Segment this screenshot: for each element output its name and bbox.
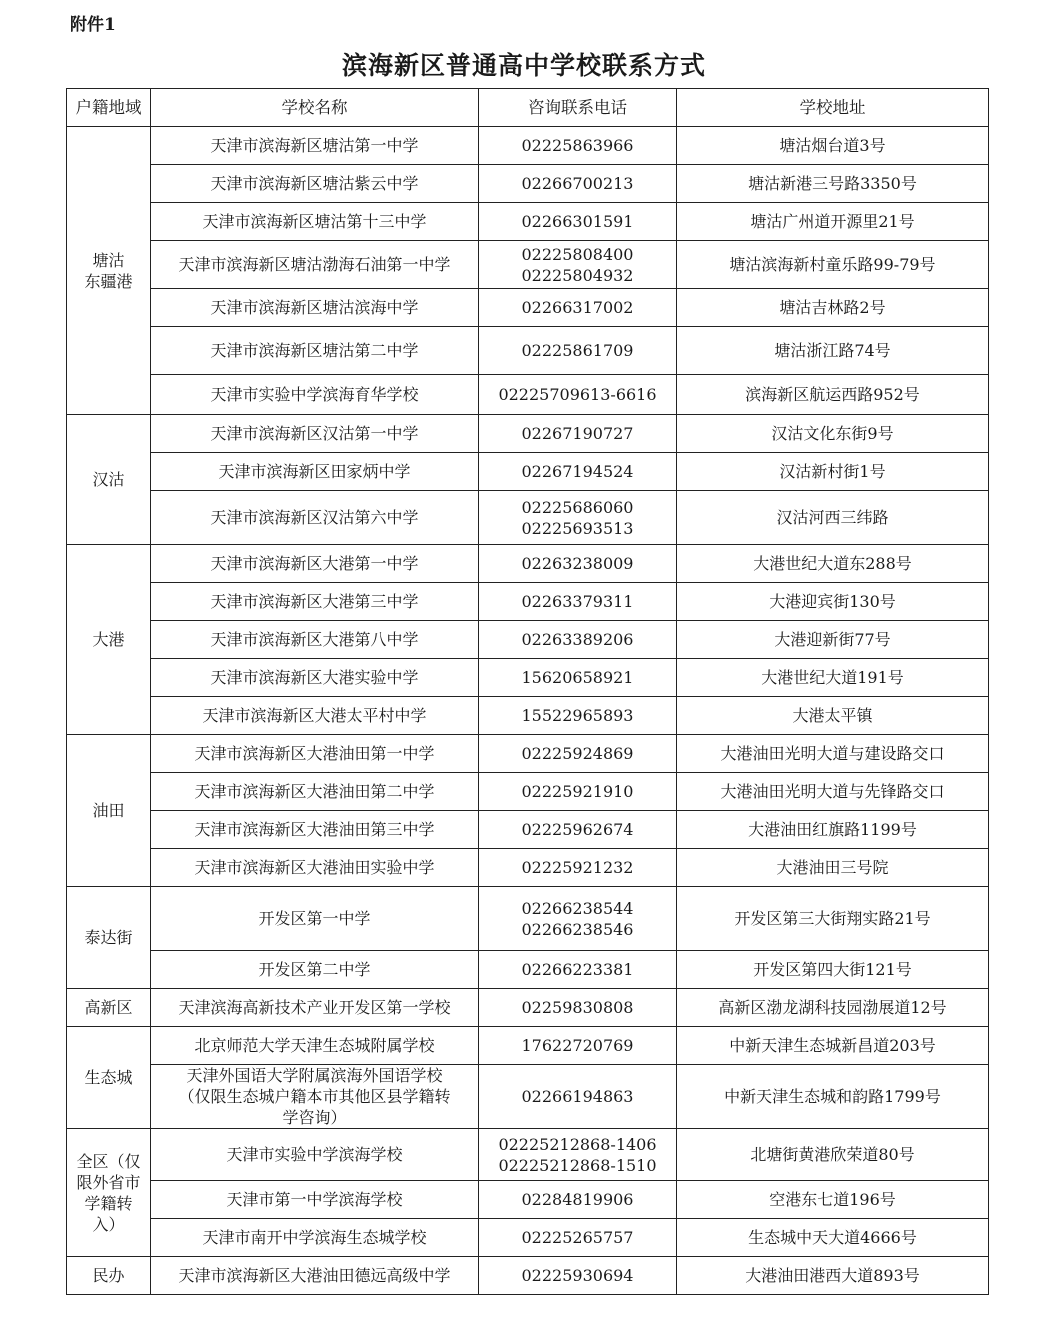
address-cell: 大港油田光明大道与先锋路交口: [677, 773, 989, 811]
school-name: 天津市滨海新区大港油田德远高级中学: [178, 1266, 451, 1285]
table-row: [67, 1065, 989, 1129]
phone-cell: [479, 203, 677, 241]
school-name-cell: [151, 1065, 479, 1129]
phone-number: 02225921232: [521, 858, 634, 877]
school-name: 天津市滨海新区大港油田第三中学: [194, 820, 435, 839]
school-name: 天津市滨海新区大港油田第一中学: [194, 744, 435, 763]
header-phone: 咨询联系电话: [479, 89, 677, 127]
school-name-cell: [151, 1181, 479, 1219]
phone-number: 02267194524: [521, 462, 634, 481]
phone-number: 02259830808: [521, 998, 634, 1017]
table-row: [67, 241, 989, 289]
address-cell: 大港迎宾街130号: [677, 583, 989, 621]
school-name-cell: [151, 491, 479, 545]
school-name-cell: [151, 203, 479, 241]
school-name: 开发区第二中学: [258, 960, 371, 979]
region-cell: [67, 1027, 151, 1129]
table-row: [67, 1257, 989, 1295]
school-name: 天津市第一中学滨海学校: [226, 1190, 403, 1209]
school-name: 天津市滨海新区塘沽第二中学: [210, 341, 419, 360]
phone-cell: [479, 375, 677, 415]
address-cell: 大港油田港西大道893号: [677, 1257, 989, 1295]
school-name: 天津市实验中学滨海学校: [226, 1145, 403, 1164]
table-row: [67, 491, 989, 545]
region-label: 汉沽: [92, 470, 125, 489]
phone-number: 02225861709: [521, 341, 634, 360]
region-label: 生态城: [84, 1068, 133, 1087]
document-title: 滨海新区普通高中学校联系方式: [341, 51, 706, 80]
school-name-cell: [151, 453, 479, 491]
school-name: 天津市滨海新区塘沽紫云中学: [210, 174, 419, 193]
phone-cell: [479, 1181, 677, 1219]
phone-cell: [479, 1065, 677, 1129]
phone-number: 02225709613-6616: [498, 385, 657, 404]
table-row: [67, 989, 989, 1027]
phone-number: 02225808400: [521, 244, 634, 264]
school-name-cell: [151, 1257, 479, 1295]
phone-number: 02266317002: [521, 298, 634, 317]
phone-cell: [479, 697, 677, 735]
phone-number: 02267190727: [521, 424, 634, 443]
address-cell: 大港迎新街77号: [677, 621, 989, 659]
school-name-cell: [151, 1219, 479, 1257]
table-row: [67, 811, 989, 849]
school-name: （仅限生态城户籍本市其他区县学籍转: [178, 1087, 451, 1106]
phone-number: 02225962674: [521, 820, 634, 839]
phone-cell: [479, 811, 677, 849]
table-row: [67, 849, 989, 887]
region-label: 入）: [92, 1214, 125, 1234]
header-region: 户籍地域: [67, 89, 151, 127]
phone-cell: [479, 127, 677, 165]
school-name-cell: [151, 165, 479, 203]
region-cell: [67, 1129, 151, 1257]
school-name-cell: [151, 415, 479, 453]
phone-cell: [479, 415, 677, 453]
address-cell: 中新天津生态城和韵路1799号: [677, 1065, 989, 1129]
table-row: [67, 289, 989, 327]
school-name-cell: [151, 697, 479, 735]
attachment-label: 附件1: [70, 15, 116, 35]
school-name-cell: [151, 621, 479, 659]
address-cell: 中新天津生态城新昌道203号: [677, 1027, 989, 1065]
region-label: 限外省市: [76, 1172, 141, 1192]
address-cell: 大港太平镇: [677, 697, 989, 735]
table-row: [67, 951, 989, 989]
address-cell: 塘沽浙江路74号: [677, 327, 989, 375]
region-cell: [67, 415, 151, 545]
school-name: 天津市滨海新区汉沽第六中学: [210, 508, 419, 527]
school-name: 天津外国语大学附属滨海外国语学校: [186, 1066, 443, 1085]
phone-cell: [479, 621, 677, 659]
phone-number: 02266238544: [521, 898, 634, 918]
address-cell: 塘沽广州道开源里21号: [677, 203, 989, 241]
address-cell: 大港世纪大道191号: [677, 659, 989, 697]
phone-number: 02284819906: [521, 1190, 634, 1209]
table-row: [67, 735, 989, 773]
phone-cell: [479, 289, 677, 327]
region-cell: [67, 1257, 151, 1295]
phone-cell: [479, 951, 677, 989]
address-cell: 汉沽河西三纬路: [677, 491, 989, 545]
phone-number: 02225921910: [521, 782, 634, 801]
school-name: 天津市滨海新区大港太平村中学: [202, 706, 427, 725]
table-row: [67, 583, 989, 621]
phone-cell: [479, 583, 677, 621]
region-label: 全区（仅: [76, 1151, 141, 1171]
school-name-cell: [151, 127, 479, 165]
phone-cell: [479, 453, 677, 491]
phone-number: 02225212868-1406: [498, 1134, 657, 1154]
header-row: [67, 89, 989, 127]
school-name-cell: [151, 989, 479, 1027]
region-label: 高新区: [84, 998, 133, 1017]
school-name: 天津市滨海新区塘沽第一中学: [210, 136, 419, 155]
phone-number: 02225265757: [521, 1228, 634, 1247]
phone-number: 02266194863: [521, 1087, 634, 1106]
address-cell: 汉沽文化东街9号: [677, 415, 989, 453]
school-name: 开发区第一中学: [258, 909, 371, 928]
school-name: 天津市滨海新区大港第八中学: [210, 630, 419, 649]
phone-number: 02266700213: [521, 174, 634, 193]
table-row: [67, 415, 989, 453]
phone-number: 15620658921: [521, 668, 634, 687]
address-cell: 汉沽新村街1号: [677, 453, 989, 491]
table-row: [67, 1129, 989, 1181]
phone-number: 02225212868-1510: [498, 1155, 657, 1175]
region-cell: [67, 989, 151, 1027]
region-cell: [67, 735, 151, 887]
school-name: 天津市滨海新区大港油田实验中学: [194, 858, 435, 877]
phone-number: 02266238546: [521, 919, 634, 939]
school-name-cell: [151, 849, 479, 887]
address-cell: 滨海新区航运西路952号: [677, 375, 989, 415]
table-row: [67, 545, 989, 583]
phone-number: 02266223381: [521, 960, 634, 979]
school-name: 天津市滨海新区塘沽第十三中学: [202, 212, 427, 231]
phone-number: 17622720769: [521, 1036, 634, 1055]
school-contacts-table: [66, 88, 989, 1295]
address-cell: 北塘街黄港欣荣道80号: [677, 1129, 989, 1181]
region-label: 东疆港: [84, 271, 133, 291]
school-name: 天津市滨海新区大港实验中学: [210, 668, 419, 687]
header-address: 学校地址: [677, 89, 989, 127]
table-row: [67, 1027, 989, 1065]
phone-cell: [479, 989, 677, 1027]
region-cell: [67, 545, 151, 735]
address-cell: 塘沽滨海新村童乐路99-79号: [677, 241, 989, 289]
table-row: [67, 203, 989, 241]
address-cell: 大港油田光明大道与建设路交口: [677, 735, 989, 773]
school-name-cell: [151, 735, 479, 773]
address-cell: 开发区第四大街121号: [677, 951, 989, 989]
school-name-cell: [151, 887, 479, 951]
school-name: 学咨询）: [282, 1108, 347, 1127]
school-name: 天津市滨海新区大港油田第二中学: [194, 782, 435, 801]
school-name: 天津市滨海新区田家炳中学: [218, 462, 411, 481]
table-row: [67, 1219, 989, 1257]
table-row: [67, 165, 989, 203]
school-name-cell: [151, 375, 479, 415]
phone-cell: [479, 735, 677, 773]
address-cell: 高新区渤龙湖科技园渤展道12号: [677, 989, 989, 1027]
school-name: 天津市滨海新区塘沽滨海中学: [210, 298, 419, 317]
phone-cell: [479, 491, 677, 545]
phone-number: 02225804932: [521, 265, 634, 285]
phone-number: 02225693513: [521, 518, 634, 538]
phone-cell: [479, 241, 677, 289]
school-name: 天津市滨海新区塘沽渤海石油第一中学: [178, 255, 451, 274]
table-row: [67, 453, 989, 491]
phone-cell: [479, 1257, 677, 1295]
table-row: [67, 659, 989, 697]
region-label: 塘沽: [92, 250, 125, 270]
region-label: 大港: [92, 630, 125, 649]
phone-cell: [479, 659, 677, 697]
phone-cell: [479, 849, 677, 887]
address-cell: 塘沽新港三号路3350号: [677, 165, 989, 203]
phone-number: 15522965893: [521, 706, 634, 725]
school-name-cell: [151, 773, 479, 811]
address-cell: 大港油田三号院: [677, 849, 989, 887]
school-name-cell: [151, 545, 479, 583]
phone-number: 02263379311: [521, 592, 634, 611]
phone-cell: [479, 327, 677, 375]
phone-cell: [479, 887, 677, 951]
school-name-cell: [151, 1129, 479, 1181]
table-row: [67, 127, 989, 165]
phone-cell: [479, 545, 677, 583]
phone-number: 02225930694: [521, 1266, 634, 1285]
school-name: 北京师范大学天津生态城附属学校: [194, 1036, 435, 1055]
phone-number: 02263389206: [521, 630, 634, 649]
address-cell: 塘沽吉林路2号: [677, 289, 989, 327]
address-cell: 空港东七道196号: [677, 1181, 989, 1219]
phone-number: 02263238009: [521, 554, 634, 573]
phone-cell: [479, 773, 677, 811]
school-name: 天津市滨海新区大港第一中学: [210, 554, 419, 573]
header-school-name: 学校名称: [151, 89, 479, 127]
table-row: [67, 773, 989, 811]
region-cell: [67, 887, 151, 989]
region-label: 泰达街: [84, 928, 133, 947]
school-name-cell: [151, 659, 479, 697]
table-row: [67, 1181, 989, 1219]
table-row: [67, 887, 989, 951]
region-label: 学籍转: [84, 1193, 133, 1213]
phone-cell: [479, 165, 677, 203]
phone-cell: [479, 1219, 677, 1257]
school-name: 天津市滨海新区汉沽第一中学: [210, 424, 419, 443]
address-cell: 塘沽烟台道3号: [677, 127, 989, 165]
school-name-cell: [151, 289, 479, 327]
address-cell: 大港油田红旗路1199号: [677, 811, 989, 849]
school-name-cell: [151, 811, 479, 849]
school-name: 天津市实验中学滨海育华学校: [210, 385, 419, 404]
address-cell: 开发区第三大街翔实路21号: [677, 887, 989, 951]
table-row: [67, 327, 989, 375]
school-name-cell: [151, 241, 479, 289]
school-name: 天津滨海高新技术产业开发区第一学校: [178, 998, 451, 1017]
school-name-cell: [151, 327, 479, 375]
region-label: 油田: [92, 801, 125, 820]
phone-number: 02225863966: [521, 136, 634, 155]
table-row: [67, 621, 989, 659]
table-row: [67, 375, 989, 415]
phone-number: 02225924869: [521, 744, 634, 763]
school-name-cell: [151, 583, 479, 621]
address-cell: 大港世纪大道东288号: [677, 545, 989, 583]
school-name-cell: [151, 1027, 479, 1065]
phone-number: 02266301591: [521, 212, 634, 231]
school-name: 天津市滨海新区大港第三中学: [210, 592, 419, 611]
phone-cell: [479, 1129, 677, 1181]
phone-cell: [479, 1027, 677, 1065]
table-row: [67, 697, 989, 735]
school-name: 天津市南开中学滨海生态城学校: [202, 1228, 427, 1247]
phone-number: 02225686060: [521, 497, 634, 517]
region-cell: [67, 127, 151, 415]
region-label: 民办: [92, 1266, 125, 1285]
school-name-cell: [151, 951, 479, 989]
address-cell: 生态城中天大道4666号: [677, 1219, 989, 1257]
